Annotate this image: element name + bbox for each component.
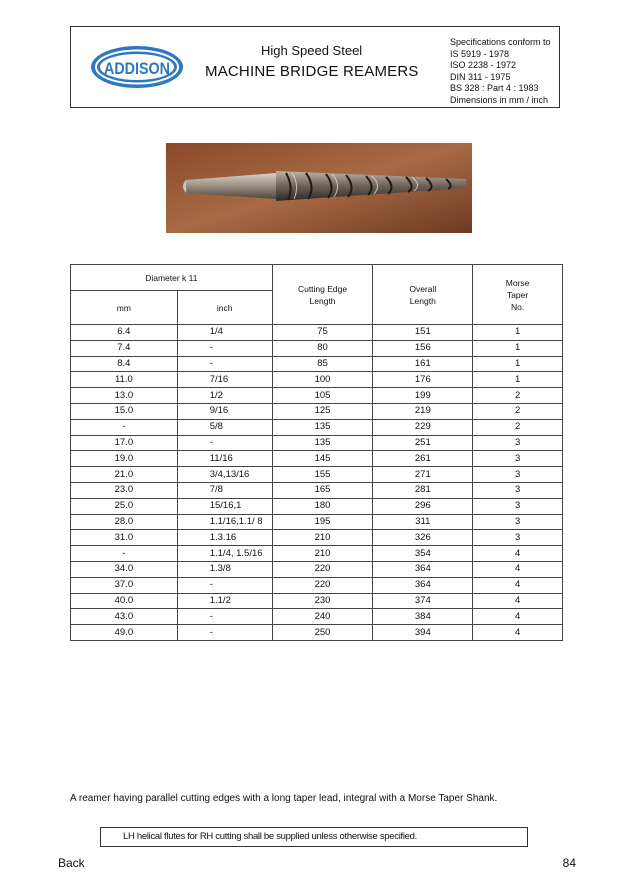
overall-length-cell: 156	[373, 340, 473, 356]
page-title: MACHINE BRIDGE REAMERS	[205, 63, 419, 80]
overall-length-header: Overall Length	[373, 265, 473, 325]
inch-cell: 1.3/8	[177, 561, 272, 577]
cutting-edge-cell: 75	[272, 325, 373, 341]
mm-cell: 15.0	[71, 403, 178, 419]
mm-cell: 43.0	[71, 609, 178, 625]
inch-cell: -	[177, 340, 272, 356]
inch-cell: -	[177, 356, 272, 372]
inch-cell: 7/16	[177, 372, 272, 388]
inch-cell: 11/16	[177, 451, 272, 467]
inch-cell: 1.1/2	[177, 593, 272, 609]
inch-cell: 5/8	[177, 419, 272, 435]
overall-length-cell: 296	[373, 498, 473, 514]
morse-taper-cell: 4	[473, 561, 563, 577]
morse-taper-cell: 3	[473, 451, 563, 467]
inch-cell: 3/4,13/16	[177, 467, 272, 483]
reamer-photo	[166, 143, 472, 233]
mm-cell: -	[71, 546, 178, 562]
specifications-table	[70, 264, 563, 641]
table-row	[71, 546, 563, 562]
spec-line: IS 5919 - 1978	[450, 48, 510, 59]
table-row	[71, 609, 563, 625]
inch-cell: 15/16,1	[177, 498, 272, 514]
inch-cell: -	[177, 609, 272, 625]
inch-cell: 1.1/4, 1.5/16	[177, 546, 272, 562]
mm-cell: 13.0	[71, 388, 178, 404]
morse-taper-cell: 2	[473, 419, 563, 435]
table-row	[71, 625, 563, 641]
cutting-edge-cell: 80	[272, 340, 373, 356]
inch-cell: 1/4	[177, 325, 272, 341]
overall-length-cell: 271	[373, 467, 473, 483]
overall-length-cell: 384	[373, 609, 473, 625]
table-row	[71, 530, 563, 546]
inch-cell: -	[177, 625, 272, 641]
overall-length-cell: 364	[373, 577, 473, 593]
mm-cell: 28.0	[71, 514, 178, 530]
cutting-edge-cell: 155	[272, 467, 373, 483]
inch-cell: 1.1/16,1.1/ 8	[177, 514, 272, 530]
overall-length-cell: 311	[373, 514, 473, 530]
mm-cell: 11.0	[71, 372, 178, 388]
morse-taper-cell: 4	[473, 609, 563, 625]
morse-taper-cell: 4	[473, 577, 563, 593]
mm-cell: 19.0	[71, 451, 178, 467]
morse-taper-cell: 1	[473, 372, 563, 388]
mm-cell: 6.4	[71, 325, 178, 341]
overall-length-cell: 251	[373, 435, 473, 451]
morse-taper-cell: 3	[473, 482, 563, 498]
mm-header: mm	[71, 291, 178, 325]
morse-taper-cell: 3	[473, 514, 563, 530]
cutting-edge-cell: 220	[272, 577, 373, 593]
table-row	[71, 451, 563, 467]
morse-taper-cell: 2	[473, 388, 563, 404]
page-number: 84	[562, 856, 576, 870]
morse-taper-cell: 2	[473, 403, 563, 419]
back-link[interactable]: Back	[58, 856, 85, 870]
inch-cell: 7/8	[177, 482, 272, 498]
header-box	[70, 26, 560, 108]
cutting-edge-cell: 195	[272, 514, 373, 530]
overall-length-cell: 176	[373, 372, 473, 388]
table-row	[71, 593, 563, 609]
table-row	[71, 356, 563, 372]
flute-note: LH helical flutes for RH cutting shall be supplied unless otherwise specified.	[100, 827, 528, 847]
spec-line: BS 328 : Part 4 : 1983	[450, 83, 539, 93]
overall-length-cell: 161	[373, 356, 473, 372]
table-row	[71, 514, 563, 530]
overall-length-cell: 199	[373, 388, 473, 404]
cutting-edge-cell: 145	[272, 451, 373, 467]
cutting-edge-cell: 220	[272, 561, 373, 577]
cutting-edge-cell: 100	[272, 372, 373, 388]
cutting-edge-cell: 210	[272, 546, 373, 562]
overall-length-cell: 326	[373, 530, 473, 546]
morse-taper-cell: 1	[473, 325, 563, 341]
table-row	[71, 372, 563, 388]
subtitle: High Speed Steel	[261, 43, 363, 58]
inch-header: inch	[177, 291, 272, 325]
cutting-edge-cell: 105	[272, 388, 373, 404]
spec-line: ISO 2238 - 1972	[450, 60, 517, 70]
overall-length-cell: 151	[373, 325, 473, 341]
overall-length-cell: 354	[373, 546, 473, 562]
table-row	[71, 403, 563, 419]
mm-cell: 21.0	[71, 467, 178, 483]
overall-length-cell: 219	[373, 403, 473, 419]
mm-cell: -	[71, 419, 178, 435]
inch-cell: -	[177, 435, 272, 451]
table-row	[71, 388, 563, 404]
mm-cell: 40.0	[71, 593, 178, 609]
inch-cell: -	[177, 577, 272, 593]
inch-cell: 1.3.16	[177, 530, 272, 546]
spec-line: Dimensions in mm / inch	[450, 94, 549, 105]
morse-taper-cell: 4	[473, 593, 563, 609]
cutting-edge-cell: 230	[272, 593, 373, 609]
mm-cell: 17.0	[71, 435, 178, 451]
table-row	[71, 340, 563, 356]
cutting-edge-cell: 180	[272, 498, 373, 514]
table-row	[71, 325, 563, 341]
cutting-edge-header: Cutting Edge Length	[272, 265, 373, 325]
mm-cell: 31.0	[71, 530, 178, 546]
overall-length-cell: 374	[373, 593, 473, 609]
morse-taper-header: Morse Taper No.	[473, 265, 563, 325]
inch-cell: 9/16	[177, 403, 272, 419]
overall-length-cell: 229	[373, 419, 473, 435]
table-row	[71, 419, 563, 435]
overall-length-cell: 281	[373, 482, 473, 498]
brand-name: ADDISON	[104, 59, 170, 78]
addison-logo	[89, 44, 185, 90]
morse-taper-cell: 3	[473, 467, 563, 483]
spec-line: Specifications conform to	[450, 37, 551, 47]
overall-length-cell: 261	[373, 451, 473, 467]
morse-taper-cell: 4	[473, 546, 563, 562]
cutting-edge-cell: 135	[272, 419, 373, 435]
spec-line: DIN 311 - 1975	[450, 71, 511, 82]
cutting-edge-cell: 85	[272, 356, 373, 372]
morse-taper-cell: 4	[473, 625, 563, 641]
cutting-edge-cell: 125	[272, 403, 373, 419]
overall-length-cell: 364	[373, 561, 473, 577]
diameter-header: Diameter k 11	[71, 265, 273, 291]
overall-length-cell: 394	[373, 625, 473, 641]
mm-cell: 23.0	[71, 482, 178, 498]
specifications-block	[450, 37, 551, 106]
mm-cell: 25.0	[71, 498, 178, 514]
cutting-edge-cell: 135	[272, 435, 373, 451]
mm-cell: 34.0	[71, 561, 178, 577]
mm-cell: 7.4	[71, 340, 178, 356]
morse-taper-cell: 3	[473, 530, 563, 546]
table-row	[71, 561, 563, 577]
table-row	[71, 482, 563, 498]
mm-cell: 8.4	[71, 356, 178, 372]
table-row	[71, 577, 563, 593]
morse-taper-cell: 3	[473, 435, 563, 451]
morse-taper-cell: 1	[473, 340, 563, 356]
cutting-edge-cell: 165	[272, 482, 373, 498]
mm-cell: 49.0	[71, 625, 178, 641]
table-row	[71, 467, 563, 483]
mm-cell: 37.0	[71, 577, 178, 593]
table-row	[71, 498, 563, 514]
table-row	[71, 435, 563, 451]
reamer-description: A reamer having parallel cutting edges with a long taper lead, integral with a Morse Taper Shank.	[70, 793, 498, 804]
cutting-edge-cell: 250	[272, 625, 373, 641]
inch-cell: 1/2	[177, 388, 272, 404]
cutting-edge-cell: 210	[272, 530, 373, 546]
morse-taper-cell: 1	[473, 356, 563, 372]
morse-taper-cell: 3	[473, 498, 563, 514]
cutting-edge-cell: 240	[272, 609, 373, 625]
